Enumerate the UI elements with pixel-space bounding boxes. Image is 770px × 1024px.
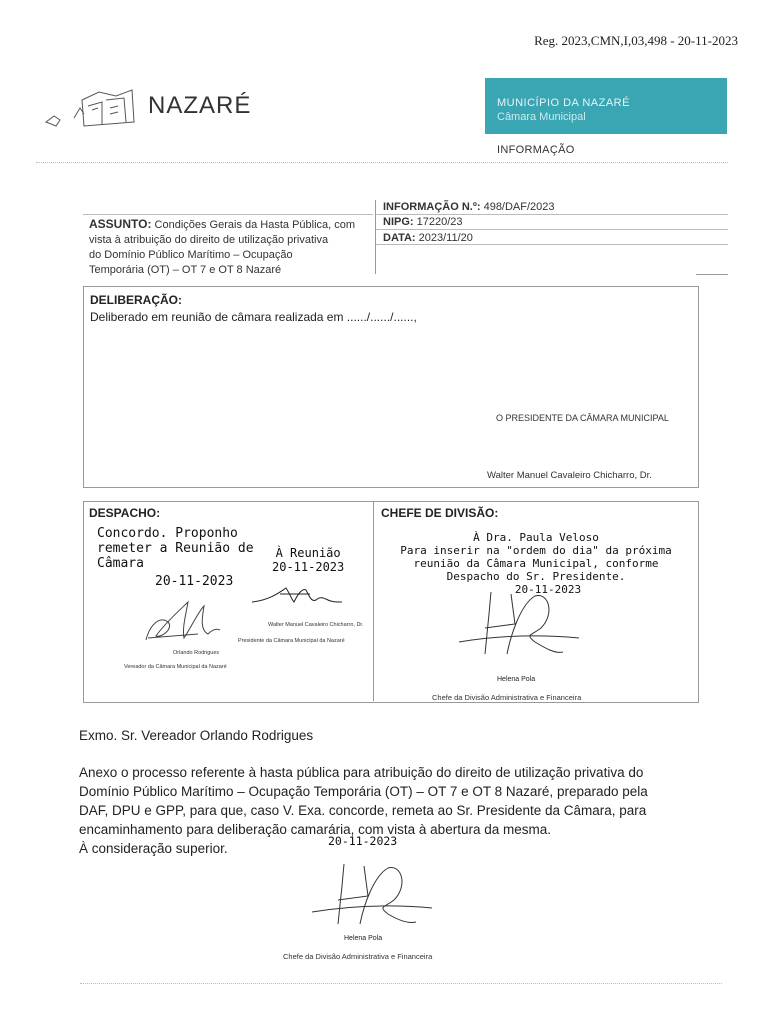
body-signer-title: Chefe da Divisão Administrativa e Financeira [283, 952, 433, 961]
municipality-banner [485, 78, 727, 134]
helena-signature [455, 584, 585, 666]
body-paragraph: Anexo o processo referente à hasta pública para atribuição do direito de utilização privativa do Domínio Público Marítimo – Ocupação Temporária (OT) – OT 7 e OT 8 Nazaré, preparado pela DAF, DPU e GPP, para que, caso V. Exa. concorde, remeta ao Sr. Presidente da Câmara, para encaminhamento para deliberação camarária, com vista à abertura da mesma. À consideração superior. [79, 765, 648, 856]
walter-signature [250, 582, 360, 612]
info-date-row: DATA: 2023/11/20 [383, 232, 473, 244]
body-date: 20-11-2023 [328, 834, 398, 848]
walter-name: Walter Manuel Cavaleiro Chicharro, Dr. [268, 622, 364, 628]
assunto-top-rule [83, 214, 373, 215]
president-name: Walter Manuel Cavaleiro Chicharro, Dr. [487, 470, 652, 481]
footer-divider [80, 983, 722, 984]
document-type: INFORMAÇÃO [497, 144, 575, 156]
chefe-label: CHEFE DE DIVISÃO: [381, 506, 499, 520]
chefe-handwritten: À Dra. Paula Veloso Para inserir na "ordem do dia" da próxima reunião da Câmara Municipal, conforme Despacho do Sr. Presidente. 20-11-2023 [400, 531, 672, 596]
greeting: Exmo. Sr. Vereador Orlando Rodrigues [79, 728, 314, 743]
orlando-title: Vereador da Câmara Municipal da Nazaré [124, 664, 227, 670]
deliberacao-label: DELIBERAÇÃO: [90, 293, 182, 307]
registration-number: Reg. 2023,CMN,I,03,498 - 20-11-2023 [534, 33, 738, 48]
helena-title: Chefe da Divisão Administrativa e Financeira [432, 693, 582, 702]
helena-name: Helena Pola [497, 676, 536, 683]
despacho-label: DESPACHO: [89, 506, 161, 520]
body-signature [308, 856, 438, 936]
banner-subtitle: Câmara Municipal [497, 111, 586, 123]
header-divider [36, 162, 728, 163]
body-signer-name: Helena Pola [344, 935, 383, 942]
info-number-row: INFORMAÇÃO N.º: 498/DAF/2023 [383, 201, 555, 213]
logo-wordmark: NAZARÉ [148, 92, 252, 119]
despacho-divider [373, 501, 374, 701]
orlando-name: Orlando Rodrigues [173, 650, 220, 656]
nazare-logo-icon [44, 78, 154, 138]
info-nipg-row: NIPG: 17220/23 [383, 216, 463, 228]
despacho-handwritten: Concordo. Proponho remeter a Reunião de Câmara 20-11-2023 [97, 526, 254, 589]
assunto-block: ASSUNTO: Condições Gerais da Hasta Pública, com vista à atribuição do direito de utilização privativa do Domínio Público Marítimo – Ocupação Temporária (OT) – OT 7 e OT 8 Nazaré [89, 217, 356, 276]
orlando-signature [142, 594, 222, 646]
banner-title: MUNICÍPIO DA NAZARÉ [497, 97, 630, 109]
walter-title: Presidente da Câmara Municipal da Nazaré [238, 638, 345, 644]
deliberacao-text: Deliberado em reunião de câmara realizada em ....../....../......, [90, 310, 417, 324]
president-title: O PRESIDENTE DA CÂMARA MUNICIPAL [496, 413, 669, 423]
reuniao-note: À Reunião 20-11-2023 [272, 546, 345, 574]
